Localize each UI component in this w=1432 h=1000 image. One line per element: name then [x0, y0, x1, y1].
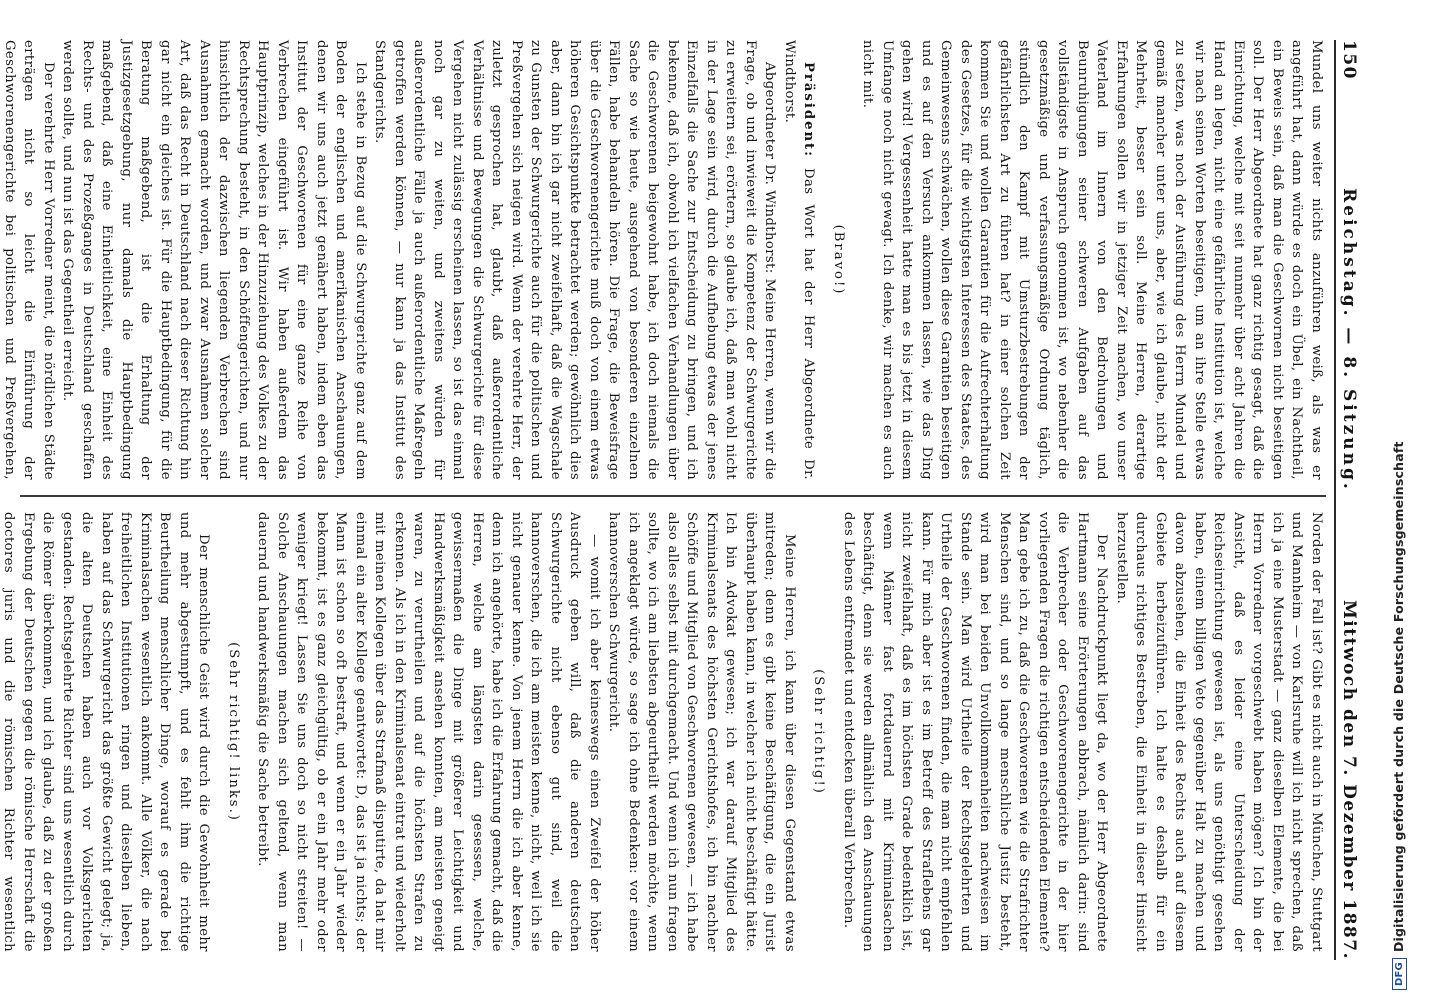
dfg-logo: DFG: [1392, 958, 1407, 990]
digitization-text: Digitalisierung gefördert durch die Deutsche Forschungsgemeinschaft: [1391, 441, 1406, 953]
paragraph: Mundel uns weiter nichts anzuführen weiß, als was er angeführt hat, dann würde es doch ein Übel, ein Nachtheil, ein Beweis sein, daß man die Geschwornen nicht beseitigen soll. Der Herr Abgeordnete hat ganz richtig gesagt, daß die Einrichtung, welche mit seit nunmehr über acht Jahren die Hand an legen, nicht eine gefährliche Institution ist, welche wir nach seinen Worten beseitigen, um an ihre Stelle etwas zu setzen, was noch der Ausführung des Herrn Mundel und gemäß mancher unter uns, aber, wie ich glaube, nicht der Mehrheit, besser sein soll. Meine Herren, derartige Erfahrungen sollen wir in jetziger Zeit machen, wo unser Vaterland im Innern von den Bedrohungen und Beunruhigungen seiner schweren Aufgaben auf das vollständigste in Anspruch genommen ist, wo nebenher die gesetzmäßige und verfassungsmäßige Ordnung täglich, stündlich den Kampf mit Umsturzbestrebungen der gefährlichsten Art zu führen hat? in einer solchen Zeit kommen Sie und wollen Garantien für die Aufrechterhaltung des Gesetzes, für die wichtigsten Interessen des Staates, des Gemeinwesens schwächen, wollen diese Garantien beseitigen und es auf den Versuch ankommen lassen, wie das Ding gehen wird! Vergessenheit hatte man es bis jetzt in diesem Umfange noch nicht gewagt. Ich denke, wir machen es auch nicht mit.: [860, 40, 1324, 480]
interjection: (Sehr richtig!): [811, 669, 827, 795]
header-date: Mittwoch den 7. Dezember 1887.: [1339, 599, 1359, 960]
interjection: (Sehr richtig! links.): [226, 642, 241, 822]
paragraph: Der verehrte Herr Vorredner meint, die nördlichen Städte erträgen nicht so leicht die Einführung der Geschworenengerichte bei politischen und Preßvergehen,: [2, 40, 56, 480]
paragraph: — womit ich aber keineswegs einen Zweifel der höher Ausdruck geben will, daß die anderen deutschen Schwurgerichte nicht ebenso gut sind, weil die hannoverschen, die ich am meisten kenne, nicht, weil ich sie nicht genauer kenne. Von jenem Herrn die ich aber kenne, denn ich angehörte, habe ich die Erfahrung gemacht, daß die Herren, welche am längsten darin gesessen, welche, gewissermaßen die Dinge mit größerer Leichtigkeit und Handwerksmäßigkeit ansehen konnten, am meisten geneigt waren, zu verurtheilen und auf die höchsten Strafen zu erkennen. Als ich in den Kriminalsenat eintrat und wiederholt mit meinen Kollegen über das Strafmaß disputirte, da hat mir einmal ein alter Kollege geantwortet: D, das ist ja nichts; der Mann ist schon so oft bestraft, und wenn er ein Jahr wieder bekommt, ist es ganz gleichgültig, ob er ein Jahr mehr oder weniger kriegt! Lassen Sie uns doch so nicht streiten! — Solche Anschauungen machen sich geltend, wenn man dauernd und handwerksmäßig die Sache betreibt.: [255, 512, 602, 952]
column-divider: [20, 495, 1326, 497]
interjection: (Bravo!): [831, 224, 846, 296]
left-column: [2, 40, 1326, 480]
page-number: 150: [1339, 40, 1359, 80]
paragraph: Ich stehe in Bezug auf die Schwurgerichte ganz auf dem Boden der englischen und amerikanischen Anschauungen, denen wir uns auch jetzt genähert haben, indem eben das Institut der Geschworenen für eine ganze Reihe von Verbrechen eingeführt ist. Wir haben außerdem das Hauptprinzip, welches in der Hinzuziehung des Volkes zu der Rechtsprechung besteht, in den Schöffengerichten, und nur hinsichtlich der dazwischen liegenden Verbrechen sind Ausnahmen gemacht worden, und zwar Ausnahmen solcher Art, daß das Recht in Deutschland nach dieser Richtung hin gar nicht ein gleiches ist. Für die Hauptbedingung, für die Beratung maßgebend, ist die Erhaltung der Justizgesetzgebung, nur damals die Hauptbedingung maßgebend, daß eine Einheitlichkeit, eine Einheit des Rechts- und des Prozeßganges in Deutschland geschaffen werden sollte, und nun ist das Gegentheil erreicht.: [60, 40, 368, 480]
side-strip: [1389, 0, 1432, 1000]
digitization-note: [1391, 0, 1411, 990]
right-column: [1, 512, 1326, 952]
speaker-label: Präsident:: [801, 62, 817, 159]
paragraph: Abgeordneter Dr. Windthorst: Meine Herren, wenn wir die Frage, ob und inwieweit die Kompetenz der Schwurgerichte zu erweitern sei, erörtern, so glaube ich, daß man wohl nicht in der Lage sein wird, durch die Aufhebung etwas der jenes Einzelfalls die Sache zur Entscheidung zu bringen, und ich bekenne, daß ich, obwohl ich vielfachen Verhandlungen über die Geschworenen beigewohnt habe, ich doch niemals die Sache so wie heute, ausgehend von besonderen einzelnen Fällen, habe behandeln hören. Die Frage, die Beweisfrage über die Geschworenengerichte muß doch von einem etwas höheren Gesichtspunkte betrachtet werden; gewöhnlich dies aber, dann bin ich gar nicht zweifelhaft, daß die Wagschale zu Gunsten der Schwurgerichte auch für die politischen und Preßvergehen sich neigen wird. Wenn der verehrte Herr, der zuletzt gesprochen hat, glaubt, daß außerordentliche Verhältnisse und Bewegungen die Schwurgerichte für diese Vergehen nicht zulässig erscheinen lassen, so ist das einmal noch gar zu weiten, und zweitens würden für außerordentliche Fälle ja auch außerordentliche Maßregeln getroffen werden können, — nur kann ja das Institut des Standgerichts.: [372, 40, 778, 480]
paragraph: Der Nachdruckpunkt liegt da, wo der Herr Abgeordnete Hartmann seine Erörterungen abbrach, nämlich darin: sind die Verbrecher oder Geschworenengerichte in der hier vorliegenden Fragen die richtigen entscheidenden Elemente? Man gebe ich zu, daß die Geschworenen wie die Strafrichter Menschen sind, und so lange menschliche Justiz besteht, wird man bei beiden Unvollkommenheiten nachweisen im Stande sein. Man wird Urtheile der Rechtsgelehrten und Urtheile der Geschworenen finden, die man nicht empfehlen kann. Für mich aber ist es im Betreff des Straflebens gar nicht zweifelhaft, daß es im höchsten Grade bedenklich ist, wenn Männer fast fortdauernd mit Kriminalsachen beschäftigt, denn sie werden allmählich den Anschauungen des Lebens entfremdet und entdecken überall Verbrechen.: [841, 512, 1110, 952]
paragraph: Norden der Fall ist? Gibt es nicht auch in München, Stuttgart und Mannheim — von Karlsruhe will ich nicht sprechen, daß ich ja eine Musterstadt — ganz dieselben Elemente, die bei Herrn Vorredner vorgeschwebt haben mögen? Ich bin der Ansicht, daß es leider eine Unterscheidung der Reichseinrichtung gewesen ist, als uns genöthigt gesehen haben, einem billigen Veto gegenüber Halt zu machen und davon abzusehen, die Einheit des Rechts auch auf diesem Gebiete herbeizuführen. Ich halte es deshalb für ein durchaus richtiges Bestreben, die Einheit in dieser Hinsicht herzustellen.: [1114, 512, 1324, 952]
speaker-text: Das Wort hat der Herr Abgeordnete Dr. Windthorst.: [782, 40, 817, 480]
header-title: Reichstag. — 8. Sitzung.: [1339, 188, 1359, 492]
paragraph: Der menschliche Geist wird durch die Gewohnheit mehr und mehr abgestumpft, und es fehlt ihm die richtige Beurtheilung menschlicher Dinge, worauf es gerade bei Kriminalsachen wesentlich ankommt. Alle Völker, die nach freiheitlichen Institutionen ringen und dieselben lieben, haben auf das Schwurgericht das größte Gewicht gelegt; ja, die alten Deutschen haben auch vor Volksgerichten gestanden. Rechtsgelehrte Richter sind uns wesentlich durch die Römer überkommen, und ich glaube, daß zu der großen Ergebung der Deutschen gegen die römische Herrschaft die doctores juris und die römischen Richter wesentlich: [1, 512, 212, 952]
paragraph: Meine Herren, ich kann über diesen Gegenstand etwas mitreden; denn es gibt keine Beschäftigung, die ein Jurist überhaupt haben kann, in welcher ich nicht beschäftigt hätte. Ich bin Advokat gewesen; ich war darauf Mitglied des Kriminalsenats des höchsten Gerichtshofes, ich bin nachher Schöffe und Mitglied von Geschworenen gewesen, — ich habe also alles selbst mit durchgemacht. Und wenn ich nun fragen sollte, wo ich am liebsten abgeurtheilt werden möchte, wenn ich angeklagt würde, so sage ich ohne Bedenken: vor einem hannoverschen Schwurgericht.: [606, 512, 797, 952]
speaker-paragraph: [780, 40, 819, 480]
page-header: [1334, 40, 1362, 960]
